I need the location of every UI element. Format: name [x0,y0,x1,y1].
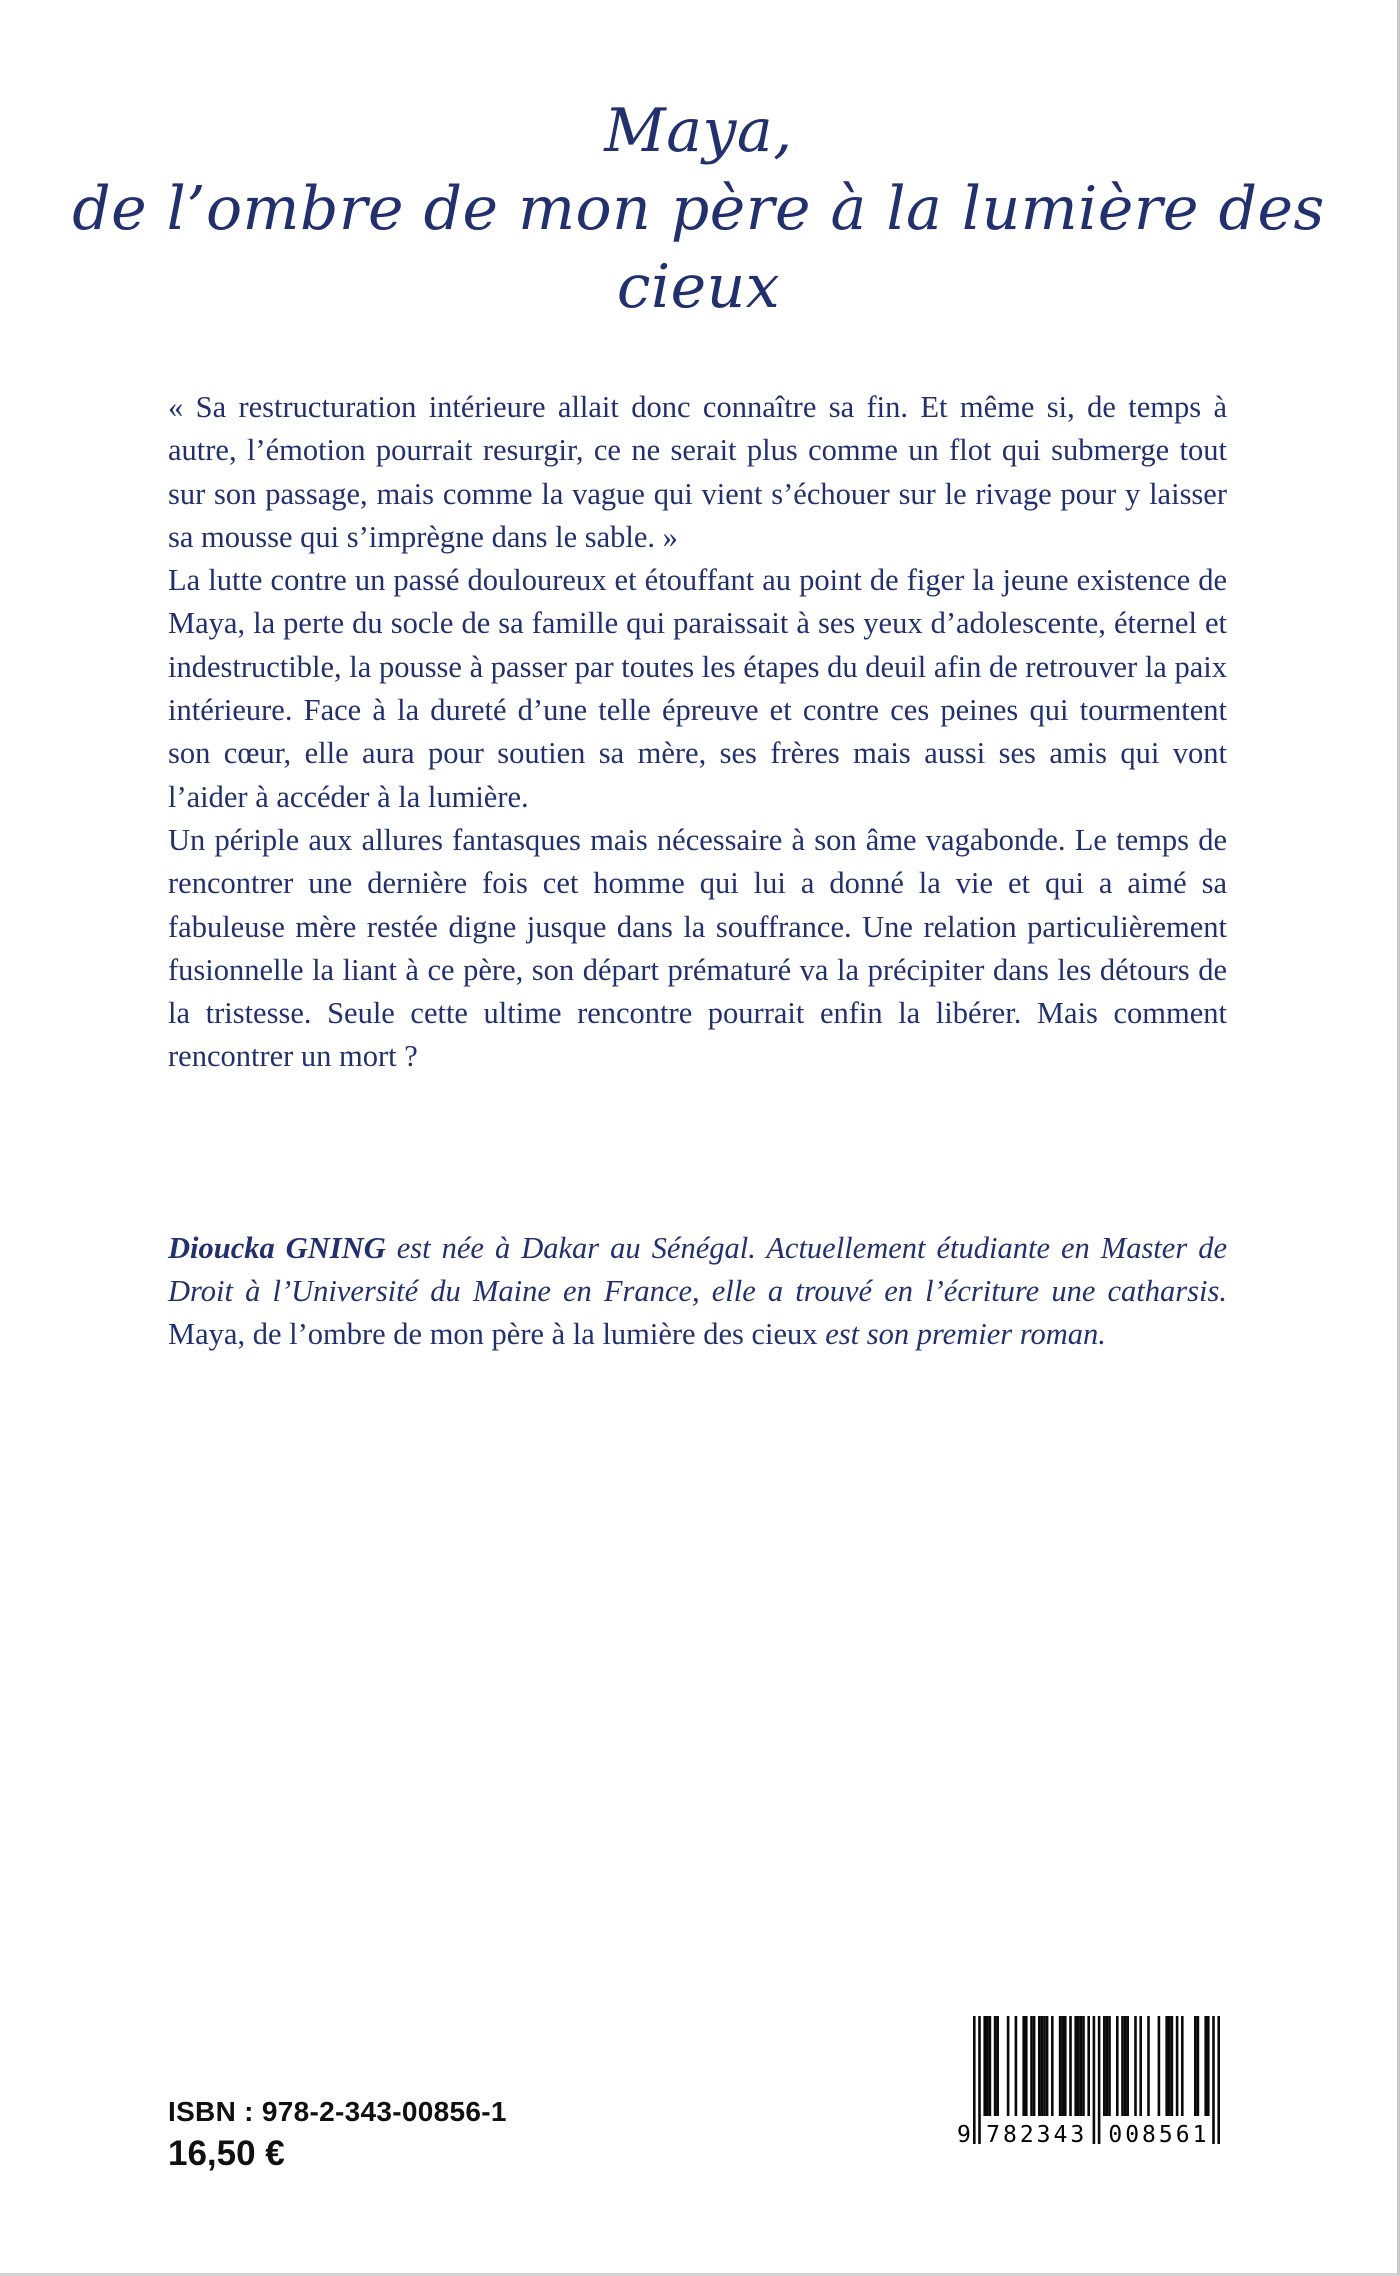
author-name: Dioucka GNING [168,1230,386,1265]
svg-text:008561: 008561 [1108,2122,1210,2148]
author-bio-text-2: est son premier roman. [817,1317,1106,1352]
svg-text:782343: 782343 [986,2122,1088,2148]
synopsis-paragraph-1: La lutte contre un passé douloureux et étouffant au point de figer la jeune existence de Maya, la perte du socle de sa famille qui paraissait à ses yeux d’adolescente, éternel et indestructible, la pousse à passer par toutes les étapes du deuil afin de retrouver la paix intérieure. Face à la dureté d’une telle épreuve et contre ces peines qui tourmentent son cœur, elle aura pour soutien sa mère, ses frères mais aussi ses amis qui vont l’aider à accéder à la lumière. [168,563,1227,814]
author-bio-text-1: est née à Dakar au Sénégal. Actuellement étudiante en Master de Droit à l’Université du Maine en France, elle a trouvé en l’écriture une catharsis. [168,1230,1227,1309]
title-block [0,0,1397,326]
isbn-label: ISBN : 978-2-343-00856-1 [168,2096,507,2127]
book-title-line2: de l’ombre de mon père à la lumière des cieux [72,174,1325,322]
barcode [957,2016,1225,2158]
synopsis-quote: « Sa restructuration intérieure allait donc connaître sa fin. Et même si, de temps à autre, l’émotion pourrait resurgir, ce ne serait plus comme un flot qui submerge tout sur son passage, mais comme la vague qui vient s’échouer sur le rivage pour y laisser sa mousse qui s’imprègne dans le sable. » [168,390,1227,554]
synopsis-block [168,386,1227,1357]
svg-text:9: 9 [957,2122,974,2148]
barcode-bars [957,2016,1225,2158]
price-label: 16,50 € [168,2134,285,2173]
book-title-line1: Maya, [604,96,793,166]
author-bio [168,1227,1227,1357]
book-title-mention: Maya, de l’ombre de mon père à la lumière des cieux [168,1317,818,1352]
synopsis-paragraph-2: Un périple aux allures fantasques mais nécessaire à son âme vagabonde. Le temps de rencontrer une dernière fois cet homme qui lui a donné la vie et qui a aimé sa fabuleuse mère restée digne jusque dans la souffrance. Une relation particulièrement fusionnelle la liant à ce père, son départ prématuré va la précipiter dans les détours de la tristesse. Seule cette ultime rencontre pourrait enfin la libérer. Mais comment rencontrer un mort ? [168,822,1227,1074]
book-title [0,92,1397,326]
